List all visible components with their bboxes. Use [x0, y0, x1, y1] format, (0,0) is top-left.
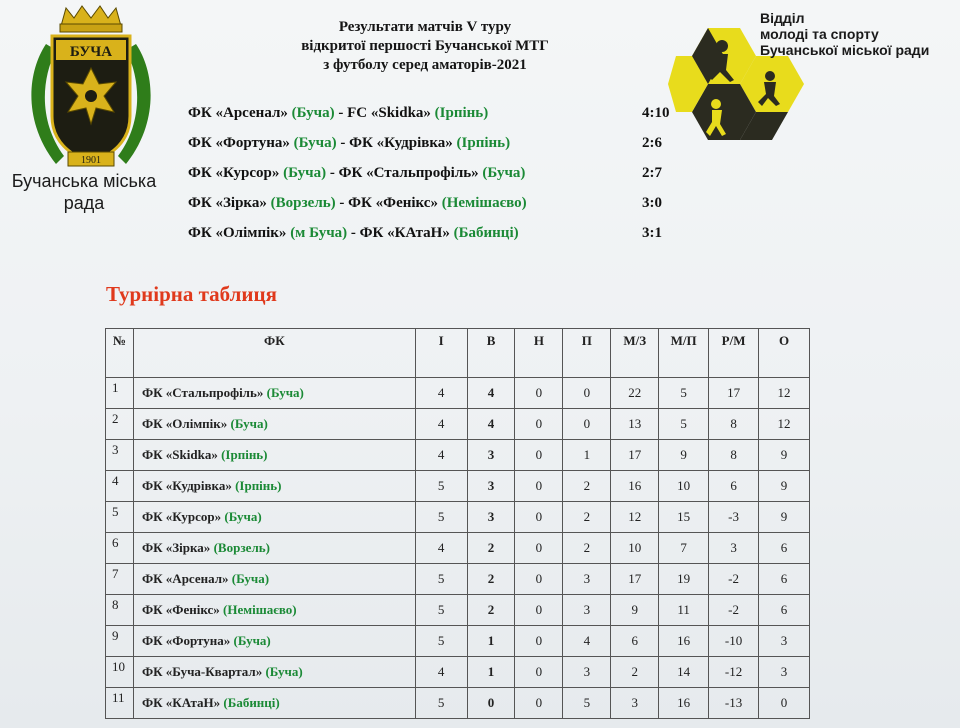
stat-cell-p: 2 — [563, 471, 611, 502]
match-result-row — [188, 164, 688, 194]
stat-cell-i: 5 — [415, 595, 467, 626]
stat-cell-mz: 10 — [611, 533, 659, 564]
stat-cell-v: 4 — [467, 378, 515, 409]
position-cell: 9 — [106, 626, 134, 657]
team-city: (Ірпінь) — [221, 447, 268, 462]
stat-cell-o: 3 — [759, 626, 810, 657]
stat-cell-nn: 0 — [515, 564, 563, 595]
position-cell: 7 — [106, 564, 134, 595]
stat-cell-mz: 17 — [611, 564, 659, 595]
council-name-line1: Бучанська міська — [11, 171, 157, 191]
position-cell: 4 — [106, 471, 134, 502]
stat-cell-v: 2 — [467, 533, 515, 564]
stat-cell-mp: 9 — [659, 440, 709, 471]
stat-cell-mp: 10 — [659, 471, 709, 502]
home-team: ФК «Курсор» — [188, 165, 280, 181]
standings-row — [106, 502, 810, 533]
home-team: ФК «Арсенал» — [188, 105, 288, 121]
team-cell — [133, 688, 415, 719]
standings-header-row — [106, 329, 810, 378]
column-header: В — [467, 329, 515, 378]
stat-cell-rm: -12 — [709, 657, 759, 688]
stat-cell-nn: 0 — [515, 688, 563, 719]
team-name: ФК «Фенікс» — [141, 602, 220, 617]
stat-cell-v: 1 — [467, 626, 515, 657]
stat-cell-i: 5 — [415, 564, 467, 595]
department-line3: Бучанської міської ради — [760, 42, 930, 58]
stat-cell-mp: 16 — [659, 688, 709, 719]
team-city: (Буча) — [230, 416, 268, 431]
standings-row — [106, 595, 810, 626]
position-cell: 8 — [106, 595, 134, 626]
position-cell: 11 — [106, 688, 134, 719]
team-city: (Немішаєво) — [223, 602, 297, 617]
team-city: (Ворзель) — [213, 540, 270, 555]
column-header: М/З — [611, 329, 659, 378]
stat-cell-rm: 3 — [709, 533, 759, 564]
stat-cell-nn: 0 — [515, 502, 563, 533]
standings-row — [106, 688, 810, 719]
stat-cell-o: 9 — [759, 471, 810, 502]
stat-cell-mz: 16 — [611, 471, 659, 502]
stat-cell-rm: 6 — [709, 471, 759, 502]
away-city: (Ірпінь) — [434, 105, 489, 121]
home-team: ФК «Зірка» — [188, 195, 267, 211]
department-name — [760, 10, 960, 58]
stat-cell-mz: 6 — [611, 626, 659, 657]
column-header: О — [759, 329, 810, 378]
stat-cell-i: 5 — [415, 502, 467, 533]
stat-cell-nn: 0 — [515, 595, 563, 626]
header-line2: відкритої першості Бучанської МТГ — [301, 38, 549, 54]
match-result-row — [188, 134, 688, 164]
team-city: (Буча) — [265, 664, 303, 679]
team-name: ФК «Кудрівка» — [141, 478, 232, 493]
stat-cell-rm: -13 — [709, 688, 759, 719]
stat-cell-rm: -2 — [709, 564, 759, 595]
position-cell: 5 — [106, 502, 134, 533]
stat-cell-rm: 8 — [709, 409, 759, 440]
match-score: 2:6 — [642, 135, 662, 151]
stat-cell-i: 4 — [415, 533, 467, 564]
standings-row — [106, 471, 810, 502]
stat-cell-p: 2 — [563, 533, 611, 564]
document-header — [250, 18, 600, 75]
standings-table — [105, 328, 810, 719]
stat-cell-mz: 13 — [611, 409, 659, 440]
match-result-row — [188, 104, 688, 134]
home-team: ФК «Олімпік» — [188, 225, 287, 241]
stat-cell-rm: -10 — [709, 626, 759, 657]
department-line1: Відділ — [760, 10, 805, 26]
team-cell — [133, 533, 415, 564]
position-cell: 2 — [106, 409, 134, 440]
standings-title: Турнірна таблиця — [106, 282, 277, 306]
team-cell — [133, 409, 415, 440]
standings-row — [106, 626, 810, 657]
team-name: ФК «Олімпік» — [141, 416, 228, 431]
stat-cell-mz: 9 — [611, 595, 659, 626]
home-city: (м Буча) — [290, 225, 348, 241]
position-cell: 6 — [106, 533, 134, 564]
away-city: (Буча) — [482, 165, 526, 181]
council-name-line2: рада — [63, 193, 105, 213]
stat-cell-i: 4 — [415, 440, 467, 471]
stat-cell-v: 4 — [467, 409, 515, 440]
standings-row — [106, 564, 810, 595]
team-city: (Бабинці) — [223, 695, 280, 710]
away-city: (Ірпінь) — [456, 135, 511, 151]
stat-cell-rm: -2 — [709, 595, 759, 626]
home-city: (Буча) — [291, 105, 335, 121]
stat-cell-v: 3 — [467, 440, 515, 471]
match-teams: ФК «Олімпік» (м Буча) - ФК «КАтаН» (Бабинці) — [188, 225, 519, 241]
stat-cell-nn: 0 — [515, 657, 563, 688]
council-name — [4, 170, 164, 214]
team-name: ФК «Зірка» — [141, 540, 211, 555]
column-header: Н — [515, 329, 563, 378]
home-city: (Ворзель) — [270, 195, 336, 211]
stat-cell-nn: 0 — [515, 471, 563, 502]
match-score: 2:7 — [642, 165, 662, 181]
away-team: ФК «Стальпрофіль» — [338, 165, 479, 181]
team-cell — [133, 378, 415, 409]
stat-cell-p: 1 — [563, 440, 611, 471]
department-line2: молоді та спорту — [760, 26, 879, 42]
team-name: ФК «Курсор» — [141, 509, 222, 524]
away-city: (Немішаєво) — [441, 195, 527, 211]
team-city: (Буча) — [224, 509, 262, 524]
standings-row — [106, 409, 810, 440]
team-cell — [133, 626, 415, 657]
stat-cell-mp: 11 — [659, 595, 709, 626]
match-teams: ФК «Фортуна» (Буча) - ФК «Кудрівка» (Ірпінь) — [188, 135, 511, 151]
match-score: 3:1 — [642, 225, 662, 241]
team-city: (Буча) — [233, 633, 271, 648]
header-line1: Результати матчів V туру — [338, 19, 512, 35]
stat-cell-mp: 5 — [659, 378, 709, 409]
match-teams: ФК «Арсенал» (Буча) - FC «Skidka» (Ірпінь) — [188, 105, 489, 121]
stat-cell-mz: 2 — [611, 657, 659, 688]
stat-cell-nn: 0 — [515, 378, 563, 409]
stat-cell-v: 1 — [467, 657, 515, 688]
home-city: (Буча) — [293, 135, 337, 151]
standings-row — [106, 440, 810, 471]
stat-cell-mp: 15 — [659, 502, 709, 533]
team-name: ФК «Буча-Квартал» — [141, 664, 263, 679]
team-cell — [133, 595, 415, 626]
standings-row — [106, 378, 810, 409]
team-cell — [133, 502, 415, 533]
stat-cell-nn: 0 — [515, 533, 563, 564]
away-team: ФК «КАтаН» — [359, 225, 450, 241]
stat-cell-p: 0 — [563, 409, 611, 440]
stat-cell-mp: 16 — [659, 626, 709, 657]
column-header: М/П — [659, 329, 709, 378]
position-cell: 1 — [106, 378, 134, 409]
stat-cell-o: 12 — [759, 378, 810, 409]
match-results — [188, 104, 688, 254]
team-name: ФК «Стальпрофіль» — [141, 385, 264, 400]
stat-cell-v: 3 — [467, 502, 515, 533]
away-team: ФК «Фенікс» — [348, 195, 438, 211]
team-name: ФК «Skidka» — [141, 447, 218, 462]
stat-cell-nn: 0 — [515, 409, 563, 440]
stat-cell-p: 3 — [563, 564, 611, 595]
stat-cell-o: 9 — [759, 502, 810, 533]
match-teams: ФК «Курсор» (Буча) - ФК «Стальпрофіль» (Буча) — [188, 165, 526, 181]
home-city: (Буча) — [283, 165, 327, 181]
position-cell: 10 — [106, 657, 134, 688]
stat-cell-nn: 0 — [515, 626, 563, 657]
stat-cell-rm: 17 — [709, 378, 759, 409]
home-team: ФК «Фортуна» — [188, 135, 290, 151]
stat-cell-i: 4 — [415, 378, 467, 409]
away-team: ФК «Кудрівка» — [349, 135, 453, 151]
stat-cell-mp: 7 — [659, 533, 709, 564]
stat-cell-o: 9 — [759, 440, 810, 471]
position-cell: 3 — [106, 440, 134, 471]
stat-cell-nn: 0 — [515, 440, 563, 471]
column-header: П — [563, 329, 611, 378]
team-cell — [133, 440, 415, 471]
team-cell — [133, 471, 415, 502]
match-score: 3:0 — [642, 195, 662, 211]
match-score: 4:10 — [642, 105, 670, 121]
stat-cell-v: 2 — [467, 564, 515, 595]
stat-cell-i: 5 — [415, 688, 467, 719]
stat-cell-p: 4 — [563, 626, 611, 657]
stat-cell-p: 3 — [563, 595, 611, 626]
standings-row — [106, 657, 810, 688]
stat-cell-mp: 5 — [659, 409, 709, 440]
team-cell — [133, 564, 415, 595]
stat-cell-i: 4 — [415, 657, 467, 688]
stat-cell-o: 6 — [759, 564, 810, 595]
team-city: (Буча) — [266, 385, 304, 400]
stat-cell-rm: -3 — [709, 502, 759, 533]
column-header: Р/М — [709, 329, 759, 378]
stat-cell-o: 12 — [759, 409, 810, 440]
column-header: І — [415, 329, 467, 378]
stat-cell-o: 6 — [759, 533, 810, 564]
away-city: (Бабинці) — [453, 225, 519, 241]
stat-cell-o: 3 — [759, 657, 810, 688]
stat-cell-p: 0 — [563, 378, 611, 409]
stat-cell-mz: 3 — [611, 688, 659, 719]
team-name: ФК «КАтаН» — [141, 695, 221, 710]
team-cell — [133, 657, 415, 688]
stat-cell-i: 5 — [415, 626, 467, 657]
stat-cell-mz: 12 — [611, 502, 659, 533]
match-result-row — [188, 224, 688, 254]
stat-cell-v: 3 — [467, 471, 515, 502]
stat-cell-i: 4 — [415, 409, 467, 440]
emblem-text: БУЧА — [69, 44, 113, 60]
match-teams: ФК «Зірка» (Ворзель) - ФК «Фенікс» (Немішаєво) — [188, 195, 527, 211]
stat-cell-o: 6 — [759, 595, 810, 626]
team-city: (Ірпінь) — [235, 478, 282, 493]
stat-cell-o: 0 — [759, 688, 810, 719]
team-name: ФК «Фортуна» — [141, 633, 231, 648]
stat-cell-v: 0 — [467, 688, 515, 719]
emblem-year: 1901 — [81, 155, 101, 166]
team-name: ФК «Арсенал» — [141, 571, 229, 586]
standings-row — [106, 533, 810, 564]
stat-cell-mz: 17 — [611, 440, 659, 471]
bucha-coat-of-arms-icon — [16, 4, 166, 184]
stat-cell-p: 5 — [563, 688, 611, 719]
away-team: FC «Skidka» — [347, 105, 431, 121]
stat-cell-mz: 22 — [611, 378, 659, 409]
stat-cell-p: 3 — [563, 657, 611, 688]
stat-cell-p: 2 — [563, 502, 611, 533]
stat-cell-i: 5 — [415, 471, 467, 502]
stat-cell-rm: 8 — [709, 440, 759, 471]
stat-cell-mp: 14 — [659, 657, 709, 688]
column-header: № — [106, 329, 134, 378]
stat-cell-mp: 19 — [659, 564, 709, 595]
stat-cell-v: 2 — [467, 595, 515, 626]
column-header: ФК — [133, 329, 415, 378]
match-result-row — [188, 194, 688, 224]
team-city: (Буча) — [231, 571, 270, 586]
header-line3: з футболу серед аматорів-2021 — [323, 57, 527, 73]
